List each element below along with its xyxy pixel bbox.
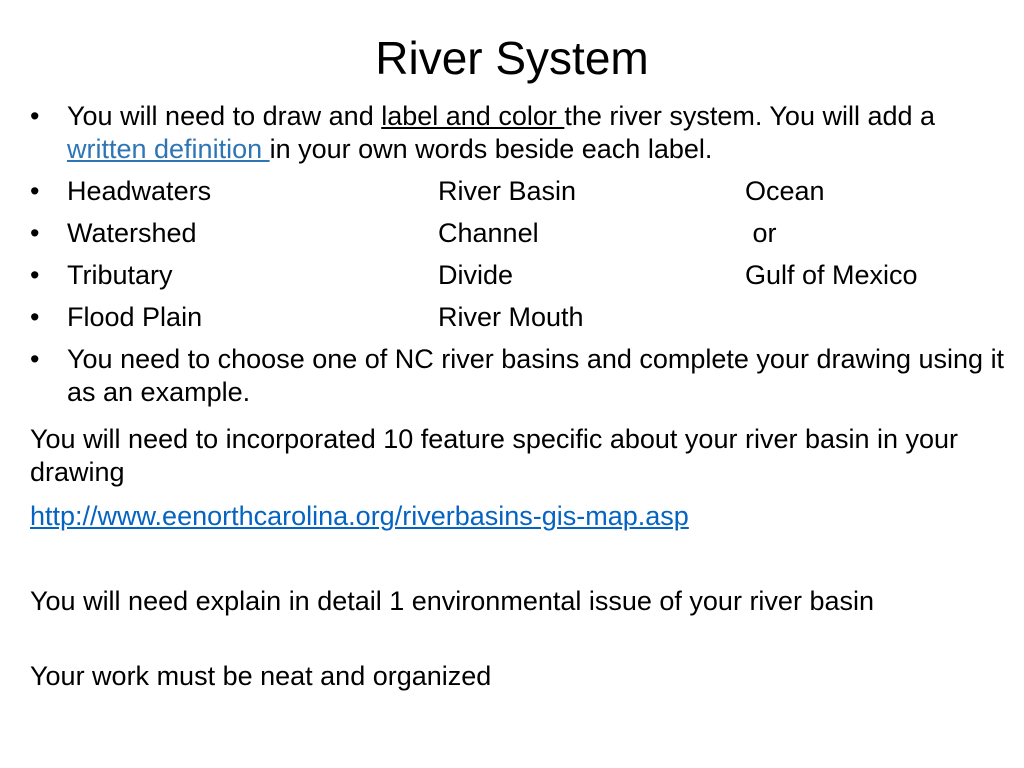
term: River Basin (438, 176, 577, 206)
term: or (745, 218, 777, 248)
instruction-text: in your own words beside each label. (269, 134, 713, 164)
instruction-text: You will need to draw and (67, 101, 382, 131)
term: Ocean (745, 176, 825, 206)
bullet-list (30, 100, 1020, 418)
term-row (30, 259, 1020, 292)
term-row (30, 217, 1020, 250)
slide-title: River System (375, 32, 649, 84)
term: • Flood Plain (67, 302, 203, 332)
term-row (30, 175, 1020, 208)
term: Channel (438, 218, 539, 248)
underlined-written-definition: written definition (67, 134, 270, 164)
paragraph-neat-work: Your work must be neat and organized (30, 661, 492, 691)
term: Gulf of Mexico (745, 260, 918, 290)
term-row (30, 301, 1020, 334)
term: Divide (438, 260, 514, 290)
river-basins-link[interactable]: http://www.eenorthcarolina.org/riverbasins-gis-map.asp (30, 501, 689, 531)
paragraph-environmental-issue: You will need explain in detail 1 environmental issue of your river basin (30, 586, 874, 616)
bullet-choose-basin: • You need to choose one of NC river basins and complete your drawing using it as an example. (30, 343, 1020, 409)
term: • Headwaters (67, 176, 212, 206)
paragraph-features: You will need to incorporated 10 feature specific about your river basin in your drawing (30, 424, 959, 487)
underlined-label-and-color: label and color (381, 101, 565, 131)
term: River Mouth (438, 302, 584, 332)
instruction-text: the river system. You will add a (564, 101, 936, 131)
term: • Watershed (67, 218, 197, 248)
term: • Tributary (67, 260, 173, 290)
bullet-instructions (30, 100, 1020, 166)
